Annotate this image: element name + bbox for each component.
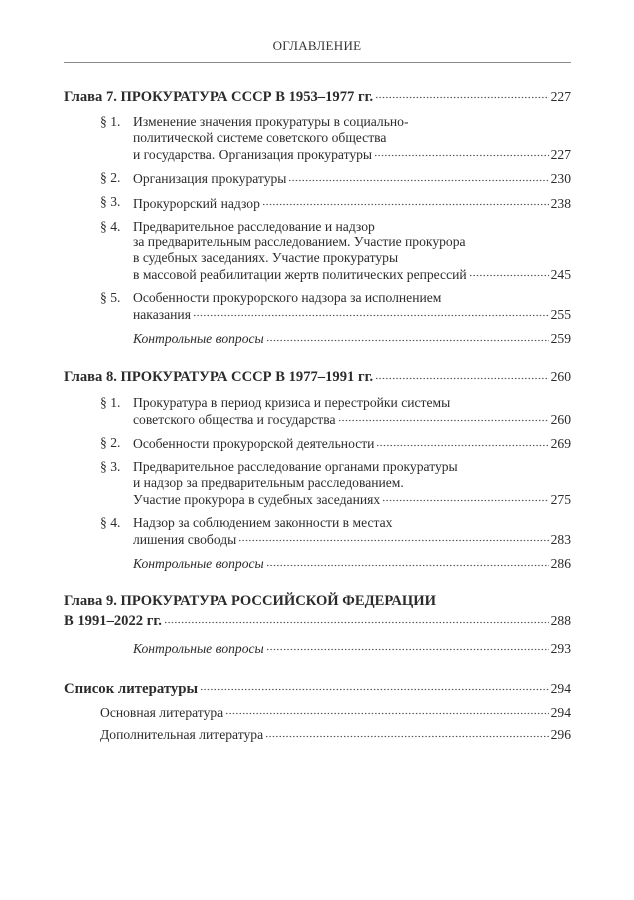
toc-entry-line bbox=[133, 490, 571, 507]
toc-entry-title: Организация прокуратуры bbox=[133, 171, 287, 187]
toc-entry-title: Особенности прокурорской деятельности bbox=[133, 436, 375, 452]
toc-entry-line bbox=[64, 86, 571, 107]
toc-entry-title: Контрольные вопросы bbox=[133, 556, 264, 572]
toc-entry-bib[interactable] bbox=[64, 678, 571, 698]
page-number: 238 bbox=[550, 195, 571, 211]
page-number: 260 bbox=[550, 369, 571, 385]
toc-entry-line bbox=[133, 435, 571, 452]
toc-entry-line bbox=[64, 678, 571, 698]
toc-entry-line bbox=[133, 530, 571, 547]
toc-entry-sec[interactable] bbox=[64, 290, 571, 322]
page-number: 245 bbox=[550, 266, 571, 282]
dot-leader bbox=[265, 726, 548, 740]
toc-entry-sec[interactable] bbox=[64, 219, 571, 282]
toc-entry-line bbox=[100, 703, 571, 720]
table-of-contents bbox=[64, 86, 571, 743]
toc-entry-line bbox=[133, 639, 571, 656]
toc-entry-line bbox=[133, 475, 571, 490]
toc-entry-title: Надзор за соблюдением законности в местах bbox=[133, 514, 393, 530]
page-number: 227 bbox=[550, 88, 571, 104]
page-number: 293 bbox=[550, 640, 571, 656]
toc-entry-line bbox=[133, 194, 571, 211]
page-number: 296 bbox=[550, 727, 571, 743]
toc-entry-title: Предварительное расследование и надзор bbox=[133, 218, 375, 234]
dot-leader bbox=[164, 611, 549, 626]
toc-entry-line bbox=[133, 250, 571, 265]
toc-entry-title: Предварительное расследование органами прокуратуры bbox=[133, 459, 458, 475]
section-number: § 3. bbox=[100, 459, 121, 475]
page-number: 259 bbox=[550, 331, 571, 347]
toc-entry-sec[interactable] bbox=[64, 395, 571, 427]
toc-entry-title: Список литературы bbox=[64, 680, 199, 697]
dot-leader bbox=[338, 410, 549, 424]
toc-entry-title: в массовой реабилитации жертв политических репрессий bbox=[133, 266, 467, 282]
dot-leader bbox=[266, 330, 549, 344]
section-number: § 3. bbox=[100, 194, 121, 210]
toc-entry-line bbox=[133, 234, 571, 249]
toc-entry-title: Основная литература bbox=[100, 704, 224, 720]
toc-entry-sec[interactable] bbox=[64, 459, 571, 507]
toc-entry-title: Прокурорский надзор bbox=[133, 195, 260, 211]
section-number: § 5. bbox=[100, 289, 121, 305]
dot-leader bbox=[288, 170, 548, 184]
toc-entry-sec[interactable] bbox=[64, 194, 571, 211]
page-number: 294 bbox=[550, 680, 571, 696]
toc-entry-line bbox=[133, 265, 571, 282]
toc-entry-line bbox=[133, 515, 571, 530]
toc-entry-line bbox=[133, 459, 571, 474]
toc-entry-line bbox=[64, 367, 571, 388]
page-number: 286 bbox=[550, 556, 571, 572]
section-number: § 1. bbox=[100, 394, 121, 410]
section-number: § 2. bbox=[100, 434, 121, 450]
toc-entry-line bbox=[133, 305, 571, 322]
toc-entry-title: Дополнительная литература bbox=[100, 727, 264, 743]
page-number: 294 bbox=[550, 704, 571, 720]
page-number: 230 bbox=[550, 171, 571, 187]
page-number: 269 bbox=[550, 436, 571, 452]
toc-entry-line bbox=[133, 330, 571, 347]
toc-entry-kv[interactable] bbox=[64, 555, 571, 572]
toc-entry-line bbox=[133, 395, 571, 410]
dot-leader bbox=[262, 194, 549, 208]
dot-leader bbox=[266, 639, 549, 653]
toc-entry-line bbox=[100, 726, 571, 743]
toc-entry-sec[interactable] bbox=[64, 435, 571, 452]
dot-leader bbox=[200, 678, 549, 693]
toc-entry-title: Изменение значения прокуратуры в социально- bbox=[133, 114, 409, 130]
dot-leader bbox=[225, 703, 548, 717]
toc-entry-title: советского общества и государства bbox=[133, 411, 336, 427]
section-number: § 2. bbox=[100, 169, 121, 185]
dot-leader bbox=[374, 145, 549, 159]
toc-entry-title: Особенности прокурорского надзора за исполнением bbox=[133, 289, 442, 305]
toc-entry-ch[interactable] bbox=[64, 592, 571, 632]
toc-entry-line bbox=[133, 114, 571, 129]
header-rule bbox=[64, 62, 571, 63]
toc-entry-title: Глава 8. ПРОКУРАТУРА СССР В 1977–1991 гг. bbox=[64, 369, 374, 386]
page-number: 288 bbox=[550, 613, 571, 629]
toc-entry-title: Глава 9. ПРОКУРАТУРА РОССИЙСКОЙ ФЕДЕРАЦИИ bbox=[64, 592, 436, 609]
page-number: 283 bbox=[550, 531, 571, 547]
toc-entry-ch[interactable] bbox=[64, 86, 571, 107]
toc-entry-title: и государства. Организация прокуратуры bbox=[133, 146, 373, 162]
running-title: ОГЛАВЛЕНИЕ bbox=[272, 38, 362, 53]
toc-entry-line bbox=[133, 170, 571, 187]
toc-entry-line bbox=[133, 145, 571, 162]
toc-entry-line bbox=[64, 611, 571, 632]
toc-entry-title: политической системе советского общества bbox=[133, 129, 387, 145]
toc-entry-line bbox=[133, 410, 571, 427]
toc-entry-title: Глава 7. ПРОКУРАТУРА СССР В 1953–1977 гг. bbox=[64, 88, 374, 105]
toc-entry-bibsub[interactable] bbox=[64, 726, 571, 743]
toc-entry-sec[interactable] bbox=[64, 114, 571, 162]
dot-leader bbox=[375, 86, 548, 101]
toc-entry-title: Контрольные вопросы bbox=[133, 331, 264, 347]
toc-entry-title: Участие прокурора в судебных заседаниях bbox=[133, 491, 381, 507]
toc-entry-title: за предварительным расследованием. Участие прокурора bbox=[133, 234, 466, 250]
section-number: § 4. bbox=[100, 514, 121, 530]
toc-entry-title: Прокуратура в период кризиса и перестройки системы bbox=[133, 394, 451, 410]
dot-leader bbox=[238, 530, 548, 544]
dot-leader bbox=[469, 265, 549, 279]
toc-entry-line bbox=[64, 592, 571, 611]
toc-entry-title: наказания bbox=[133, 306, 191, 322]
toc-entry-title: лишения свободы bbox=[133, 531, 237, 547]
toc-entry-title: и надзор за предварительным расследованием. bbox=[133, 474, 404, 490]
dot-leader bbox=[382, 490, 548, 504]
page-number: 260 bbox=[550, 411, 571, 427]
toc-entry-bibsub[interactable] bbox=[64, 703, 571, 720]
toc-entry-kv[interactable] bbox=[64, 330, 571, 347]
toc-entry-title: в судебных заседаниях. Участие прокуратуры bbox=[133, 249, 399, 265]
dot-leader bbox=[376, 435, 548, 449]
toc-entry-kv[interactable] bbox=[64, 639, 571, 656]
section-number: § 4. bbox=[100, 218, 121, 234]
toc-entry-title: В 1991–2022 гг. bbox=[64, 613, 162, 630]
toc-entry-line bbox=[133, 290, 571, 305]
toc-entry-ch[interactable] bbox=[64, 367, 571, 388]
toc-entry-line bbox=[133, 130, 571, 145]
section-number: § 1. bbox=[100, 114, 121, 130]
toc-entry-title: Контрольные вопросы bbox=[133, 640, 264, 656]
dot-leader bbox=[193, 305, 549, 319]
dot-leader bbox=[266, 555, 549, 569]
page-number: 227 bbox=[550, 146, 571, 162]
toc-entry-sec[interactable] bbox=[64, 170, 571, 187]
page-number: 255 bbox=[550, 306, 571, 322]
toc-entry-sec[interactable] bbox=[64, 515, 571, 547]
dot-leader bbox=[375, 367, 548, 382]
page-number: 275 bbox=[550, 491, 571, 507]
toc-entry-line bbox=[133, 219, 571, 234]
toc-entry-line bbox=[133, 555, 571, 572]
